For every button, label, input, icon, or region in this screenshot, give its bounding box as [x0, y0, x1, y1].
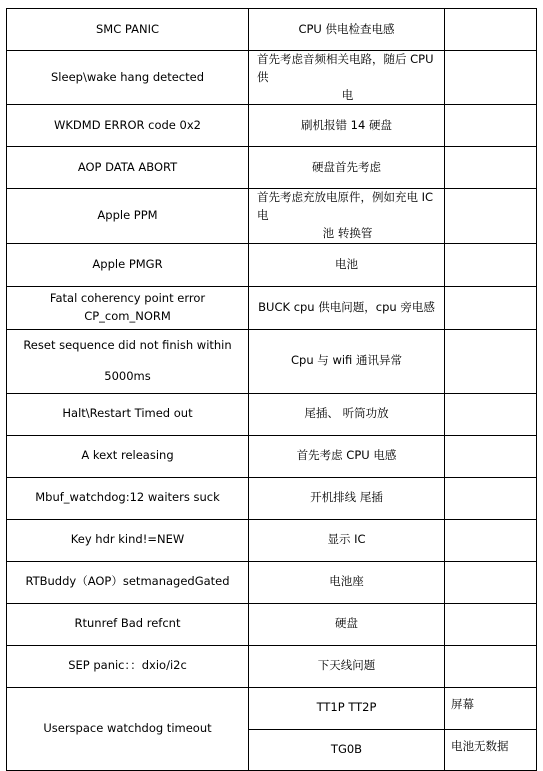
- note-cell: [445, 51, 537, 105]
- panic-cell: AOP DATA ABORT: [7, 147, 249, 189]
- table-row: [7, 286, 537, 329]
- panic-cell: Halt\Restart Timed out: [7, 393, 249, 435]
- table-row: [7, 147, 537, 189]
- fix-cell: 开机排线 尾插: [249, 477, 445, 519]
- fix-cell: Cpu 与 wifi 通讯异常: [249, 329, 445, 393]
- note-cell: [445, 105, 537, 147]
- panic-cell: A kext releasing: [7, 435, 249, 477]
- fix-cell: 电池座: [249, 561, 445, 603]
- fix-line: 电: [341, 87, 354, 102]
- panic-cell: Mbuf_watchdog:12 waiters suck: [7, 477, 249, 519]
- table-row: [7, 687, 537, 729]
- fix-cell: TT1P TT2P: [249, 687, 445, 729]
- fix-cell: 刷机报错 14 硬盘: [249, 105, 445, 147]
- panic-line: 5000ms: [104, 369, 151, 384]
- panic-cell: WKDMD ERROR code 0x2: [7, 105, 249, 147]
- fix-cell: TG0B: [249, 729, 445, 770]
- note-cell: 屏幕: [445, 687, 537, 729]
- table-row: [7, 189, 537, 243]
- note-cell: [445, 286, 537, 329]
- fix-line: 首先考虑充放电原件，例如充电 IC 电: [257, 190, 434, 223]
- panic-cell: Userspace watchdog timeout: [7, 687, 249, 770]
- fix-cell: 硬盘首先考虑: [249, 147, 445, 189]
- note-cell: [445, 189, 537, 243]
- table-row: [7, 561, 537, 603]
- table-row: [7, 645, 537, 687]
- fix-cell: 电池: [249, 243, 445, 286]
- panic-cell: Key hdr kind!=NEW: [7, 519, 249, 561]
- note-cell: [445, 393, 537, 435]
- fix-cell: 首先考虑 CPU 电感: [249, 435, 445, 477]
- note-cell: [445, 147, 537, 189]
- fix-cell: 下天线问题: [249, 645, 445, 687]
- note-cell: 电池无数据: [445, 729, 537, 770]
- fix-cell: 硬盘: [249, 603, 445, 645]
- fix-cell: [249, 51, 445, 105]
- table-row: [7, 9, 537, 51]
- fix-cell: CPU 供电检查电感: [249, 9, 445, 51]
- note-cell: [445, 477, 537, 519]
- note-cell: [445, 243, 537, 286]
- table-row: [7, 603, 537, 645]
- panic-cell: Apple PMGR: [7, 243, 249, 286]
- table-row: [7, 435, 537, 477]
- panic-cell: Apple PPM: [7, 189, 249, 243]
- panic-line: Reset sequence did not finish within: [23, 337, 232, 352]
- table-row: [7, 329, 537, 393]
- table-row: [7, 519, 537, 561]
- fix-cell: [249, 189, 445, 243]
- note-cell: [445, 603, 537, 645]
- fix-line: 首先考虑音频相关电路，随后 CPU 供: [257, 52, 434, 84]
- note-cell: [445, 519, 537, 561]
- panic-cell: SMC PANIC: [7, 9, 249, 51]
- panic-diagnosis-table: [6, 8, 537, 771]
- fix-cell: 尾插、 听筒功放: [249, 393, 445, 435]
- note-cell: [445, 435, 537, 477]
- table-row: [7, 51, 537, 105]
- panic-cell: Rtunref Bad refcnt: [7, 603, 249, 645]
- note-cell: [445, 561, 537, 603]
- table-row: [7, 393, 537, 435]
- panic-cell: Fatal coherency point error CP_com_NORM: [7, 286, 249, 329]
- table-row: [7, 477, 537, 519]
- fix-cell: BUCK cpu 供电问题，cpu 旁电感: [249, 286, 445, 329]
- fix-line: 池 转换管: [322, 226, 373, 241]
- panic-cell: Sleep\wake hang detected: [7, 51, 249, 105]
- fix-cell: 显示 IC: [249, 519, 445, 561]
- note-cell: [445, 329, 537, 393]
- note-cell: [445, 645, 537, 687]
- panic-cell: SEP panic：：dxio/i2c: [7, 645, 249, 687]
- panic-cell: [7, 329, 249, 393]
- note-cell: [445, 9, 537, 51]
- table-row: [7, 105, 537, 147]
- table-row: [7, 243, 537, 286]
- panic-cell: RTBuddy（AOP）setmanagedGated: [7, 561, 249, 603]
